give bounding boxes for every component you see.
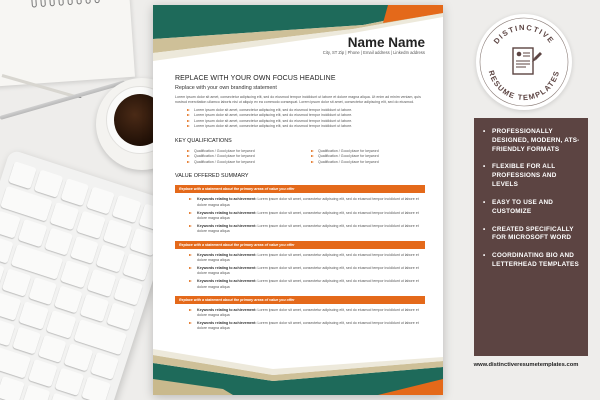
- value-summary-title: VALUE OFFERED SUMMARY: [175, 173, 249, 180]
- arrow-bullet-icon: [189, 280, 192, 282]
- list-item: Keywords relating to achievement: Lorem ipsum dolor sit amet, consectetur adipiscing elit, sed do eiusmod tempor incididunt ut labore et dolore magna aliqua: [189, 279, 425, 289]
- list-item: Keywords relating to achievement: Lorem ipsum dolor sit amet, consectetur adipiscing elit, sed do eiusmod tempor incididunt ut labore et dolore magna aliqua: [189, 211, 425, 221]
- bullet-icon: •: [483, 225, 486, 233]
- achievement-list: [175, 197, 425, 234]
- list-item: Keywords relating to achievement: Lorem ipsum dolor sit amet, consectetur adipiscing elit, sed do eiusmod tempor incididunt ut labore et dolore magna aliqua: [189, 308, 425, 318]
- list-item: Keywords relating to achievement: Lorem ipsum dolor sit amet, consectetur adipiscing elit, sed do eiusmod tempor incididunt ut labore et dolore magna aliqua: [189, 321, 425, 331]
- qualification-item: Qualification / Good place for keyword: [187, 160, 301, 166]
- arrow-bullet-icon: [187, 114, 190, 116]
- resume-contact: City, ST Zip | Phone | Email address | LinkedIn address: [322, 50, 425, 55]
- list-item: Lorem ipsum dolor sit amet, consectetur adipiscing elit, sed do eiusmod tempor incididunt ut labore.: [187, 119, 425, 124]
- brand-logo: [476, 14, 572, 110]
- arrow-bullet-icon: [187, 150, 190, 152]
- bullet-icon: •: [483, 252, 486, 260]
- arrow-bullet-icon: [189, 225, 192, 227]
- arrow-bullet-icon: [189, 309, 192, 311]
- feature-item: • PROFESSIONALLY DESIGNED, MODERN, ATS-FRIENDLY FORMATS: [483, 128, 580, 153]
- feature-item: • COORDINATING BIO AND LETTERHEAD TEMPLATES: [483, 252, 579, 269]
- key-qualifications-title: KEY QUALIFICATIONS: [175, 137, 232, 144]
- list-item: Keywords relating to achievement: Lorem ipsum dolor sit amet, consectetur adipiscing elit, sed do eiusmod tempor incididunt ut labore et dolore magna aliqua: [189, 224, 425, 234]
- resume-body: [175, 75, 425, 335]
- feature-item: • CREATED SPECIFICALLY FOR MICROSOFT WORD: [483, 225, 574, 242]
- arrow-bullet-icon: [187, 155, 190, 157]
- feature-item: • EASY TO USE AND CUSTOMIZE: [483, 198, 554, 215]
- qualification-item: Qualification / Good place for keyword: [311, 160, 425, 166]
- arrow-bullet-icon: [189, 198, 192, 200]
- feature-item: • FLEXIBLE FOR ALL PROFESSIONS AND LEVELS: [483, 163, 557, 189]
- list-item: Keywords relating to achievement: Lorem ipsum dolor sit amet, consectetur adipiscing elit, sed do eiusmod tempor incididunt ut labore et dolore magna aliqua: [189, 253, 425, 263]
- qualifications-grid: [175, 149, 425, 166]
- resume-page: [153, 5, 443, 395]
- features-panel: [474, 118, 588, 356]
- value-statement-bar: Replace with a statement about the primary areas of value you offer: [175, 241, 425, 249]
- list-item: Lorem ipsum dolor sit amet, consectetur adipiscing elit, sed do eiusmod tempor incididunt ut labore.: [187, 124, 425, 129]
- summary-paragraph: Lorem ipsum dolor sit amet, consectetur adipiscing elit, sed do eiusmod tempor incididunt ut labore et dolore magna aliqua. Ut enim ad minim veniam, quis nostrud exercitation ullamco laboris nisi ut aliquip ex ea commodo consequat. Lorem ipsum dolor sit amet, consectetur adipiscing elit, sed do eiusmod.: [175, 95, 421, 105]
- list-item: Keywords relating to achievement: Lorem ipsum dolor sit amet, consectetur adipiscing elit, sed do eiusmod tempor incididunt ut labore et dolore magna aliqua: [189, 197, 425, 207]
- resume-headline: REPLACE WITH YOUR OWN FOCUS HEADLINE: [175, 75, 336, 82]
- bullet-icon: •: [483, 128, 486, 135]
- summary-bullets: [175, 108, 425, 130]
- branding-statement: Replace with your own branding statement: [175, 85, 277, 91]
- resume-document-icon: [476, 14, 572, 110]
- resume-name: Name Name: [347, 35, 425, 50]
- arrow-bullet-icon: [189, 254, 192, 256]
- arrow-bullet-icon: [189, 212, 192, 214]
- list-item: Lorem ipsum dolor sit amet, consectetur adipiscing elit, sed do eiusmod tempor incididunt ut labore.: [187, 113, 425, 118]
- list-item: Lorem ipsum dolor sit amet, consectetur adipiscing elit, sed do eiusmod tempor incididunt ut labore.: [187, 108, 425, 113]
- arrow-bullet-icon: [311, 155, 314, 157]
- website-url[interactable]: www.distinctiveresumetemplates.com: [473, 362, 579, 368]
- logo-top-text: DISTINCTIVE: [491, 22, 557, 46]
- svg-text:DISTINCTIVE: [492, 23, 557, 46]
- value-statement-bar: Replace with a statement about the primary areas of value you offer: [175, 185, 425, 193]
- achievement-list: [175, 308, 425, 332]
- spiral-notebook: [0, 0, 135, 87]
- qualification-item: Qualification / Good place for keyword: [187, 154, 301, 160]
- arrow-bullet-icon: [187, 125, 190, 127]
- bullet-icon: •: [483, 163, 486, 171]
- qualification-item: Qualification / Good place for keyword: [311, 149, 425, 155]
- bullet-icon: •: [483, 198, 486, 206]
- logo-bottom-text: RESUME TEMPLATES: [486, 69, 562, 103]
- arrow-bullet-icon: [187, 120, 190, 122]
- qualification-item: Qualification / Good place for keyword: [311, 154, 425, 160]
- notebook-spiral: [31, 0, 102, 6]
- arrow-bullet-icon: [311, 150, 314, 152]
- arrow-bullet-icon: [187, 161, 190, 163]
- arrow-bullet-icon: [189, 267, 192, 269]
- bottom-banner: [153, 343, 443, 395]
- keyboard: [0, 149, 178, 400]
- list-item: Keywords relating to achievement: Lorem ipsum dolor sit amet, consectetur adipiscing elit, sed do eiusmod tempor incididunt ut labore et dolore magna aliqua: [189, 266, 425, 276]
- qualification-item: Qualification / Good place for keyword: [187, 149, 301, 155]
- arrow-bullet-icon: [187, 109, 190, 111]
- arrow-bullet-icon: [189, 322, 192, 324]
- arrow-bullet-icon: [311, 161, 314, 163]
- value-statement-bar: Replace with a statement about the primary areas of value you offer: [175, 296, 425, 304]
- achievement-list: [175, 253, 425, 290]
